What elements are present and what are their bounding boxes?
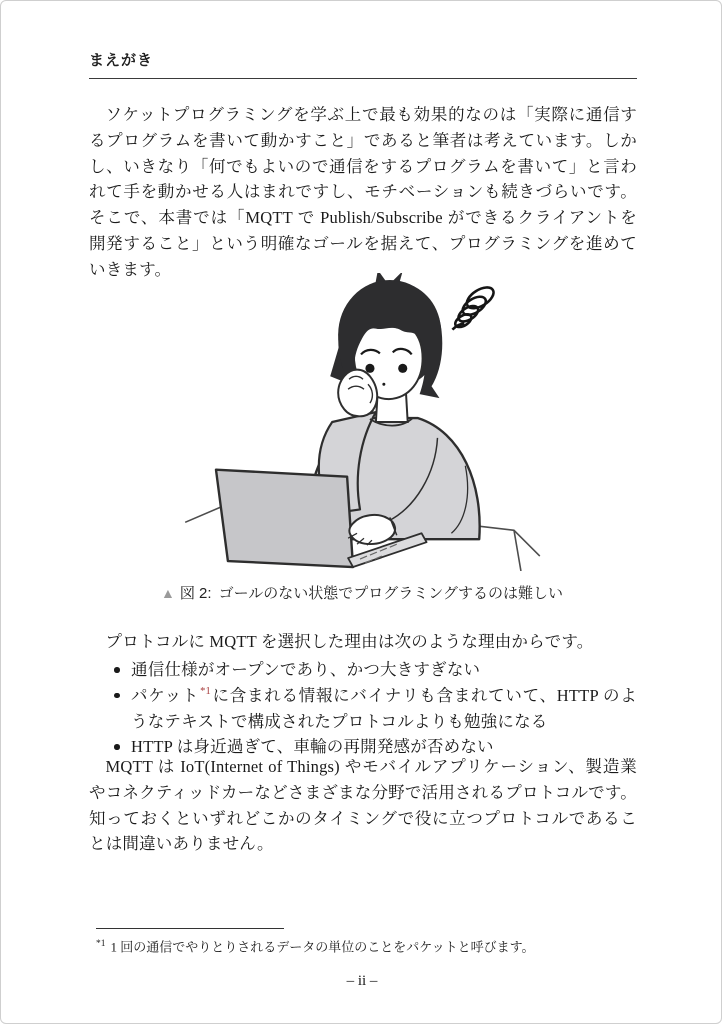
list-item-text: 通信仕様がオープンであり、かつ大きすぎない bbox=[131, 660, 481, 679]
list-item-text: HTTP は身近過ぎて、車輪の再開発感が否めない bbox=[131, 737, 494, 757]
chapter-title: まえがき bbox=[89, 52, 154, 69]
reason-paragraph: プロトコルに MQTT を選択した理由は次のような理由からです。 bbox=[105, 632, 594, 651]
page-number: – ii – bbox=[346, 973, 378, 989]
confusion-scribble-icon bbox=[452, 283, 497, 329]
laptop-lid bbox=[216, 470, 353, 567]
list-item bbox=[131, 657, 637, 683]
figure-2 bbox=[183, 273, 541, 571]
list-item-text: パケット bbox=[131, 685, 200, 705]
typing-hand bbox=[349, 515, 395, 544]
closing-paragraph: MQTT は IoT(Internet of Things) やモバイルアプリケーション、製造業やコネクティッドカーなどさまざまな分野で活用されるプロトコルです。知っておくといずれどこかのタイミングで役に立つプロトコルであることは間違いありません。 bbox=[89, 757, 637, 854]
figure-caption bbox=[1, 582, 722, 603]
figure-label: 図 2: bbox=[179, 585, 212, 602]
page-header bbox=[89, 49, 637, 79]
list-item bbox=[131, 683, 637, 735]
person-thinking-at-laptop-illustration bbox=[183, 273, 541, 571]
figure-caption-text: ゴールのない状態でプログラミングするのは難しい bbox=[218, 585, 563, 602]
footnote bbox=[96, 935, 641, 956]
footnote-text: 1 回の通信でやりとりされるデータの単位のことをパケットと呼びます。 bbox=[110, 939, 535, 955]
intro-paragraph: ソケットプログラミングを学ぶ上で最も効果的なのは「実際に通信するプログラムを書いて動かすこと」であると筆者は考えています。しかし、いきなり「何でもよいので通信をするプログラムを書いて」と言われて手を動かせる人はまれですし、モチベーションも続きづらいです。そこで、本書では「MQTT で Publish/Subscribe ができるクライアントを開発すること」という明確なゴールを据えて、プログラミングを進めていきます。 bbox=[89, 105, 637, 279]
footnote-rule bbox=[96, 928, 284, 929]
footnote-reference: *1 bbox=[200, 686, 211, 698]
reason-list bbox=[131, 657, 637, 760]
footnote-marker: *1 bbox=[96, 939, 106, 949]
list-item-text: に含まれる情報にバイナリも含まれていて、HTTP のようなテキストで構成されたプロトコルよりも勉強になる bbox=[131, 685, 637, 731]
caption-triangle-icon: ▲ bbox=[161, 585, 175, 601]
